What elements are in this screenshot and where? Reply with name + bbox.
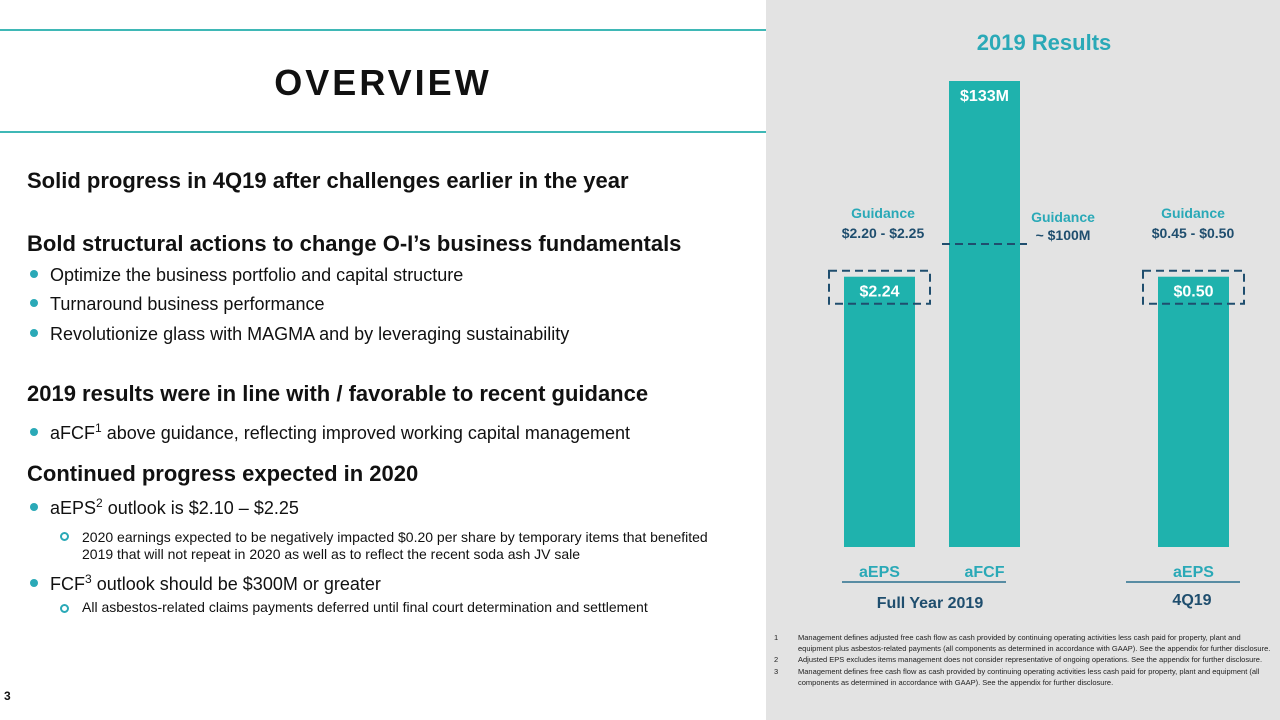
footnotes [774, 632, 1274, 688]
bullet-text: Revolutionize glass with MAGMA and by leveraging sustainability [50, 324, 570, 344]
footnote-number: 3 [774, 666, 779, 676]
footnote-ref: 1 [95, 421, 102, 435]
bullet-text-post: above guidance, reflecting improved working capital management [101, 423, 630, 443]
bar-aeps [1158, 277, 1229, 547]
group-label: Full Year 2019 [876, 595, 984, 612]
bullet-dot [30, 428, 38, 436]
bullet-fcf-outlook [30, 572, 381, 595]
bullet-dot [30, 329, 38, 337]
guidance-range: ~ $100M [1035, 227, 1091, 243]
category-label: aFCF [964, 564, 1005, 581]
bullet-text-post: outlook is $2.10 – $2.25 [102, 498, 299, 518]
category-label: aEPS [1173, 564, 1214, 581]
page-number: 3 [4, 689, 11, 703]
footnote-text: Adjusted EPS excludes items management does not consider representative of ongoing operations. See the appendix for further disclosure. [798, 655, 1263, 665]
bullet-dot [30, 270, 38, 278]
bullet-turnaround [30, 294, 324, 315]
bullet-text-pre: aEPS [50, 498, 97, 518]
heading-solid-progress: Solid progress in 4Q19 after challenges earlier in the year [27, 168, 629, 193]
sub-bullet-ring [60, 532, 69, 541]
title-top-rule [0, 29, 766, 31]
footnote-number: 1 [774, 633, 779, 642]
sub-bullet-2020-earnings [60, 529, 720, 563]
bullet-afcf [30, 421, 630, 444]
guidance-range: $2.20 - $2.25 [841, 225, 925, 241]
category-label: aEPS [859, 564, 900, 581]
bar-value-label: $133M [960, 88, 1009, 105]
bullet-aeps-outlook [30, 496, 299, 519]
guidance-label: Guidance [851, 205, 915, 221]
bar-value-label: $2.24 [859, 283, 900, 301]
title-bottom-rule [0, 131, 766, 133]
footnote [774, 666, 1274, 688]
bar-aeps [844, 277, 915, 547]
slide-title: OVERVIEW [274, 62, 492, 103]
bullet-dot [30, 579, 38, 587]
sub-bullet-text: All asbestos-related claims payments deferred until final court determination and settlement [82, 599, 648, 615]
footnote-text: Management defines free cash flow as cash provided by continuing operating activities less cash paid for property, plant and equipment (all components as determined in accordance with GAAP). See the appendix for further disclosure. [798, 666, 1260, 687]
guidance-label: Guidance [1161, 205, 1225, 221]
guidance-label: Guidance [1031, 209, 1095, 225]
footnote-ref: 2 [96, 496, 103, 510]
bullet-revolutionize [30, 324, 569, 345]
bullet-dot [30, 299, 38, 307]
guidance-range: $0.45 - $0.50 [1151, 225, 1235, 241]
bar-afcf [949, 81, 1020, 547]
sub-bullet-asbestos [60, 599, 648, 616]
heading-continued-progress: Continued progress expected in 2020 [27, 461, 419, 486]
heading-structural-actions: Bold structural actions to change O-I’s business fundamentals [27, 231, 682, 256]
bullet-text-post: outlook should be $300M or greater [91, 574, 381, 594]
sub-bullet-ring [60, 604, 69, 613]
footnote-text: Management defines adjusted free cash flow as cash provided by continuing operating activities less cash paid for property, plant and equipment plus asbestos-related payments (all components as determined in accordance with GAAP). See the appendix for further disclosure. [798, 633, 1271, 654]
bullet-optimize [30, 265, 463, 286]
bullet-text-pre: aFCF [50, 423, 95, 443]
footnote-ref: 3 [85, 572, 92, 586]
bullet-dot [30, 503, 38, 511]
chart-title: 2019 Results [976, 30, 1112, 55]
footnote [774, 632, 1274, 654]
results-chart [766, 0, 1280, 625]
heading-2019-results: 2019 results were in line with / favorable to recent guidance [27, 381, 649, 406]
bullet-text: Optimize the business portfolio and capital structure [50, 265, 464, 285]
group-label: 4Q19 [1172, 592, 1212, 609]
footnote [774, 654, 1274, 665]
footnote-number: 2 [774, 655, 779, 665]
bullet-text: Turnaround business performance [50, 294, 325, 314]
bar-value-label: $0.50 [1173, 283, 1214, 301]
sub-bullet-text: 2020 earnings expected to be negatively impacted $0.20 per share by temporary items that benefited 2019 that will not repeat in 2020 as well as to reflect the recent soda ash JV sale [82, 529, 708, 562]
bullet-text-pre: FCF [50, 574, 85, 594]
